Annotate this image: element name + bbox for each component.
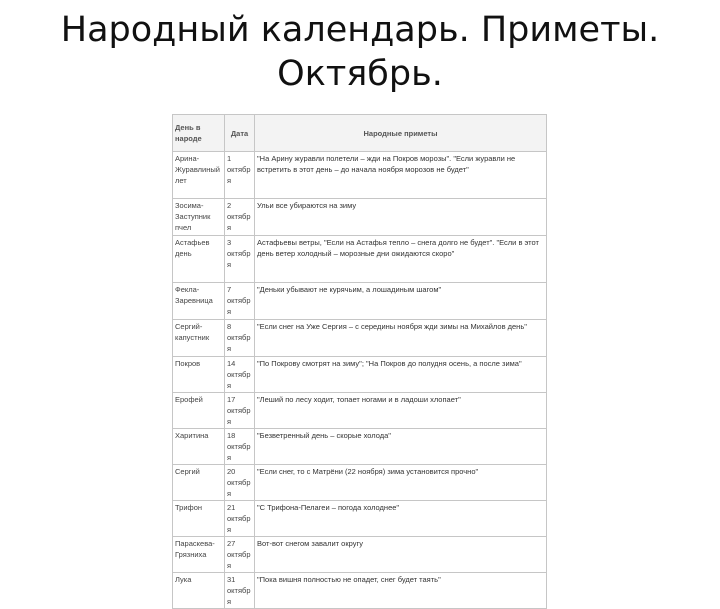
row-signs: "Если снег, то с Матрёни (22 ноября) зима установится прочно" xyxy=(255,465,547,501)
title-line-1: Народный календарь. Приметы. xyxy=(60,10,660,50)
header-signs: Народные приметы xyxy=(255,115,547,152)
calendar-table-container xyxy=(172,114,546,606)
table-row xyxy=(173,573,547,609)
row-name: Астафьев день xyxy=(173,236,225,283)
slide-title xyxy=(0,8,720,96)
header-name: День в народе xyxy=(173,115,225,152)
title-line-2: Октябрь. xyxy=(277,54,443,94)
row-name: Харитина xyxy=(173,429,225,465)
row-signs: Вот-вот снегом завалит округу xyxy=(255,537,547,573)
table-row xyxy=(173,393,547,429)
row-signs: "Безветренный день – скорые холода" xyxy=(255,429,547,465)
table-row xyxy=(173,236,547,283)
row-name: Параскева-Грязниха xyxy=(173,537,225,573)
table-row xyxy=(173,501,547,537)
row-date: 31 октября xyxy=(225,573,255,609)
row-name: Фекла-Заревница xyxy=(173,283,225,320)
row-date: 27 октября xyxy=(225,537,255,573)
row-signs: Ульи все убираются на зиму xyxy=(255,199,547,236)
table-row xyxy=(173,283,547,320)
table-row xyxy=(173,537,547,573)
row-signs: "Пока вишня полностью не опадет, снег будет таять" xyxy=(255,573,547,609)
table-row xyxy=(173,320,547,357)
table-row xyxy=(173,199,547,236)
row-date: 14 октября xyxy=(225,357,255,393)
row-date: 2 октября xyxy=(225,199,255,236)
row-date: 18 октября xyxy=(225,429,255,465)
row-signs: "По Покрову смотрят на зиму"; "На Покров до полудня осень, а после зима" xyxy=(255,357,547,393)
row-signs: "Леший по лесу ходит, топает ногами и в ладоши хлопает" xyxy=(255,393,547,429)
calendar-table xyxy=(172,114,547,609)
row-name: Трифон xyxy=(173,501,225,537)
row-date: 17 октября xyxy=(225,393,255,429)
row-name: Сергий xyxy=(173,465,225,501)
row-signs: Астафьевы ветры, "Если на Астафья тепло – снега долго не будет". "Если в этот день ветер холодный – морозные дни ожидаются скоро" xyxy=(255,236,547,283)
row-date: 7 октября xyxy=(225,283,255,320)
row-date: 8 октября xyxy=(225,320,255,357)
row-name: Ерофей xyxy=(173,393,225,429)
table-row xyxy=(173,357,547,393)
row-name: Зосима-Заступник пчел xyxy=(173,199,225,236)
row-date: 20 октября xyxy=(225,465,255,501)
row-date: 3 октября xyxy=(225,236,255,283)
row-signs: "С Трифона-Пелагеи – погода холоднее" xyxy=(255,501,547,537)
row-signs: "Деньки убывают не курячьим, а лошадиным шагом" xyxy=(255,283,547,320)
table-row xyxy=(173,465,547,501)
table-row xyxy=(173,152,547,199)
header-date: Дата xyxy=(225,115,255,152)
row-signs: "На Арину журавли полетели – жди на Покров морозы". "Если журавли не встретить в этот день – до начала ноября морозов не будет" xyxy=(255,152,547,199)
table-header-row xyxy=(173,115,547,152)
row-name: Сергий-капустник xyxy=(173,320,225,357)
row-date: 1 октября xyxy=(225,152,255,199)
row-name: Покров xyxy=(173,357,225,393)
row-name: Лука xyxy=(173,573,225,609)
row-date: 21 октября xyxy=(225,501,255,537)
row-name: Арина-Журавлиный лет xyxy=(173,152,225,199)
row-signs: "Если снег на Уже Сергия – с середины ноября жди зимы на Михайлов день" xyxy=(255,320,547,357)
table-row xyxy=(173,429,547,465)
